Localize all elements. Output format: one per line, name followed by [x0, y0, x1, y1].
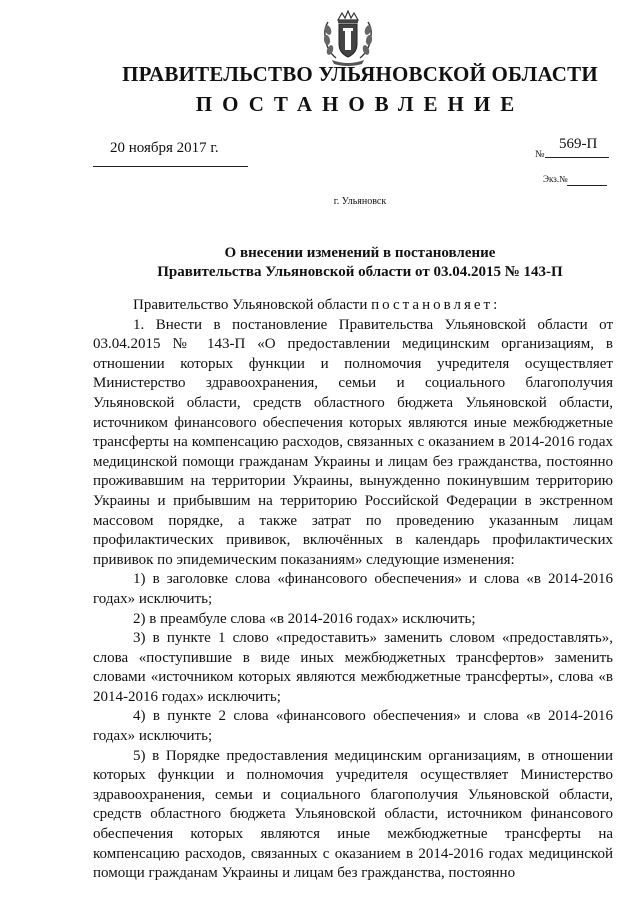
document-type: ПОСТАНОВЛЕНИЕ	[195, 92, 525, 116]
organization-name: ПРАВИТЕЛЬСТВО УЛЬЯНОВСКОЙ ОБЛАСТИ	[122, 62, 598, 86]
list-item-3: 3) в пункте 1 слово «предоставить» заменить словом «предоставлять», слова «поступившие в виде иных межбюджетных трансфертов» заменить словами «источником которых являются межбюджетные трансферты», слова «в 2014-2016 годах» исключить;	[93, 630, 613, 705]
title-line-1: О внесении изменений в постановление	[224, 245, 496, 261]
coat-of-arms-emblem	[316, 10, 380, 68]
intro-decree-word: постановляет	[371, 297, 494, 313]
list-item-2: 2) в преамбуле слова «в 2014-2016 годах» исключить;	[133, 610, 476, 627]
copy-number-field	[543, 174, 607, 188]
document-title	[0, 244, 640, 282]
date-underline	[93, 166, 248, 167]
copy-underline	[567, 185, 607, 186]
city-name: г. Ульяновск	[333, 196, 387, 207]
document-date: 20 ноября 2017 г.	[110, 140, 219, 156]
number-underline	[545, 157, 609, 158]
number-sign: №	[535, 149, 545, 160]
list-item-5: 5) в Порядке предоставления медицинским организациям, в отношении которых функции и полномочия учредителя осуществляет Министерство здравоохранения, семьи и социального благополучия Ульяновской области, средств областного бюджета Ульяновской области, источником финансового обеспечения которых являются иные межбюджетные трансферты на компенсацию расходов, связанных с оказанием в 2014-2016 годах медицинской помощи гражданам Украины и лицам без гражданства, постоянно	[93, 747, 613, 882]
intro-prefix: Правительство Ульяновской области	[133, 297, 368, 313]
paragraph-1: 1. Внести в постановление Правительства Ульяновской области от 03.04.2015 № 143-П «О предоставлении медицинским организациям, в отношении которых функции и полномочия учредителя осуществляет Министерство здравоохранения, семьи и социального благополучия Ульяновской области, средств областного бюджета Ульяновской области, источником финансового обеспечения которых являются иные межбюджетные трансферты на компенсацию расходов, связанных с оказанием в 2014-2016 годах медицинской помощи гражданам Украины и лицам без гражданства, постоянно проживавшим на территории Украины, вынужденно покинувшим территорию Украины и прибывшим на территорию Российской Федерации в экстренном массовом порядке, а также затрат по проведению указанным лицам профилактических прививок, включённых в календарь профилактических прививок по эпидемическим показаниям» следующие изменения:	[93, 316, 613, 568]
document-number: 569-П	[559, 136, 598, 152]
list-item-1: 1) в заголовке слова «финансового обеспечения» и слова «в 2014-2016 годах» исключить;	[93, 571, 613, 607]
document-number-field	[535, 136, 609, 160]
intro-paragraph	[93, 296, 613, 316]
list-item-4: 4) в пункте 2 слова «финансового обеспечения» и слова «в 2014-2016 годах» исключить;	[93, 708, 613, 745]
copy-label: Экз.№	[543, 174, 568, 184]
title-line-2: Правительства Ульяновской области от 03.04.2015 № 143-П	[157, 264, 563, 280]
intro-suffix: :	[493, 297, 498, 313]
document-body	[93, 296, 613, 884]
